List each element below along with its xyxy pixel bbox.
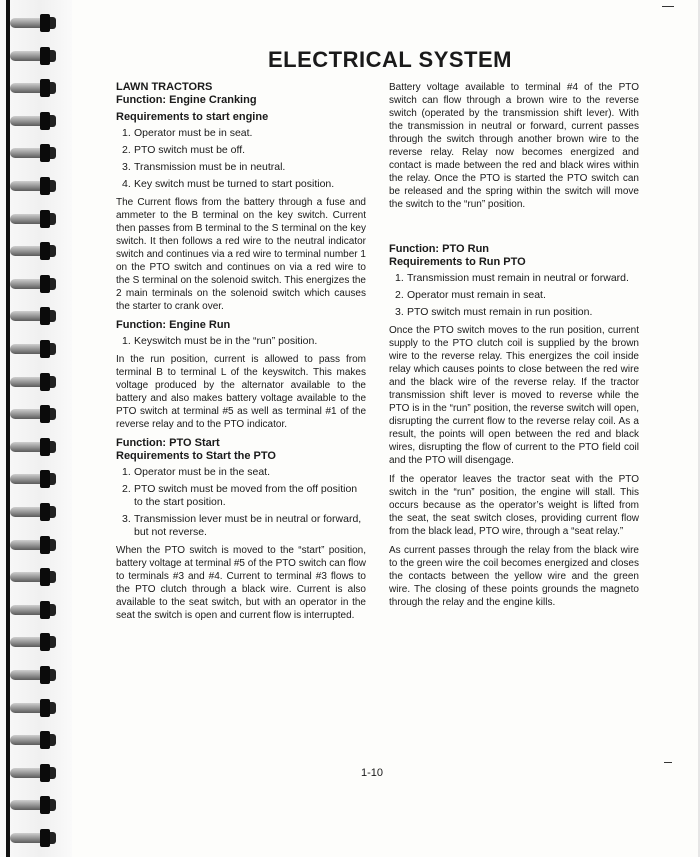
binder-ring xyxy=(10,240,60,262)
edge-tick xyxy=(664,762,672,763)
binder-ring xyxy=(10,566,60,588)
list-item: 1. Operator must be in the seat. xyxy=(122,466,270,478)
list-item: 3. Transmission must be in neutral. xyxy=(122,161,286,173)
corner-mark xyxy=(662,6,674,7)
list-item: 2. Operator must remain in seat. xyxy=(395,289,546,301)
section-heading: LAWN TRACTORS xyxy=(116,81,213,93)
binder-ring xyxy=(10,142,60,164)
binder-ring xyxy=(10,110,60,132)
binder-ring xyxy=(10,338,60,360)
pto-run-body-1: Once the PTO switch moves to the run position, current supply to the PTO clutch coil is supplied by the brown wire to the reverse relay. This energizes the coil inside relay which causes points to close between the red wire and the black wire of the reverse relay. If the tractor transmission shift lever is moved to reverse while the PTO is in the “run” position, the reverse switch will open, disrupting the current flow to the reverse relay coil. As a result, the points will open between the red and black wires, disrupting the flow of current to the PTO field coil and the PTO will disengage. xyxy=(389,325,639,466)
list-item: 1. Keyswitch must be in the “run” position. xyxy=(122,335,318,347)
binder-ring xyxy=(10,273,60,295)
binder-ring xyxy=(10,794,60,816)
pto-start-heading: Function: PTO Start xyxy=(116,437,220,449)
binder-ring xyxy=(10,631,60,653)
cranking-requirements xyxy=(116,127,366,191)
cranking-heading: Function: Engine Cranking xyxy=(116,94,257,106)
page-number: 1-10 xyxy=(361,767,384,779)
binder-ring xyxy=(10,534,60,556)
binder-ring xyxy=(10,501,60,523)
binder-ring xyxy=(10,175,60,197)
page-title: ELECTRICAL SYSTEM xyxy=(267,47,512,72)
list-item: 1. Operator must be in seat. xyxy=(122,127,253,139)
run-body: In the run position, current is allowed to pass from terminal B to terminal L of the keyswitch. This makes voltage produced by the alternator available to the battery and also makes battery voltage available to the PTO switch at terminal #5 as well as terminal #1 of the reverse relay and to the PTO indicator. xyxy=(116,354,366,430)
cranking-req-heading: Requirements to start engine xyxy=(116,111,269,123)
binder-ring xyxy=(10,12,60,34)
binder-ring xyxy=(10,729,60,751)
intro-body: Battery voltage available to terminal #4 of the PTO switch can flow through a brown wire to the reverse switch (operated by the transmission shift lever). With the transmission in neutral or forward, current passes through the switch through another brown wire to the reverse relay. Relay now becomes energized and contact is made between the red and black wires within the relay. Once the PTO is started the PTO switch can be released and the spring within the switch will move the switch to the “run” position. xyxy=(389,82,639,210)
cranking-body: The Current flows from the battery through a fuse and ammeter to the B terminal on the key switch. Current then passes from B terminal to the S terminal on the key switch. It then follows a red wire to the neutral indicator switch and continues via a red wire to terminal number 1 on the PTO switch and continues on via a red wire to the S terminal on the solenoid switch. This energizes the 2 main terminals on the solenoid switch which causes the starter to crank over. xyxy=(116,197,366,312)
binder-ring xyxy=(10,208,60,230)
pto-run-heading: Function: PTO Run xyxy=(389,243,490,255)
binder-ring xyxy=(10,599,60,621)
list-item: 2. PTO switch must be moved from the off position to the start position. xyxy=(122,483,358,508)
list-item: 2. PTO switch must be off. xyxy=(122,144,246,156)
binder-ring xyxy=(10,371,60,393)
list-item: 1. Transmission must remain in neutral or forward. xyxy=(395,272,629,284)
run-requirements xyxy=(116,335,366,348)
binder-ring xyxy=(10,305,60,327)
list-item: 4. Key switch must be turned to start position. xyxy=(122,178,335,190)
pto-run-req-heading: Requirements to Run PTO xyxy=(389,256,526,268)
pto-run-requirements xyxy=(389,272,639,319)
left-column xyxy=(116,81,366,628)
pto-start-req-heading: Requirements to Start the PTO xyxy=(116,450,276,462)
binder-ring xyxy=(10,827,60,849)
run-heading: Function: Engine Run xyxy=(116,319,231,331)
list-item: 3. PTO switch must remain in run position. xyxy=(395,306,593,318)
binder-spine xyxy=(0,0,72,857)
pto-run-body-2: If the operator leaves the tractor seat with the PTO switch in the “run” position, the engine will stall. This occurs because as the operator’s weight is lifted from the seat, the seat switch closes, providing current flow from the black lead, PTO wire, through a “seat relay.” xyxy=(389,474,639,537)
pto-start-requirements xyxy=(116,466,366,539)
binder-ring xyxy=(10,403,60,425)
binder-ring xyxy=(10,664,60,686)
binder-ring xyxy=(10,697,60,719)
binder-ring xyxy=(10,45,60,67)
pto-run-body-3: As current passes through the relay from the black wire to the green wire the coil becomes energized and closes the contacts between the yellow wire and the green wire. The closing of these points grounds the magneto through the relay and the engine kills. xyxy=(389,545,639,608)
binder-ring xyxy=(10,468,60,490)
pto-start-body: When the PTO switch is moved to the “start” position, battery voltage at terminal #5 of the PTO switch can flow to terminals #3 and #4. Current to terminal #3 flows to the PTO clutch through a black wire. Current is also available to the seat switch, but with an operator in the seat the switch is open and current flow is interrupted. xyxy=(116,545,366,621)
binder-ring xyxy=(10,77,60,99)
list-item: 3. Transmission lever must be in neutral or forward, but not reverse. xyxy=(122,513,362,538)
binder-ring xyxy=(10,762,60,784)
binder-ring xyxy=(10,436,60,458)
right-column xyxy=(389,81,639,615)
